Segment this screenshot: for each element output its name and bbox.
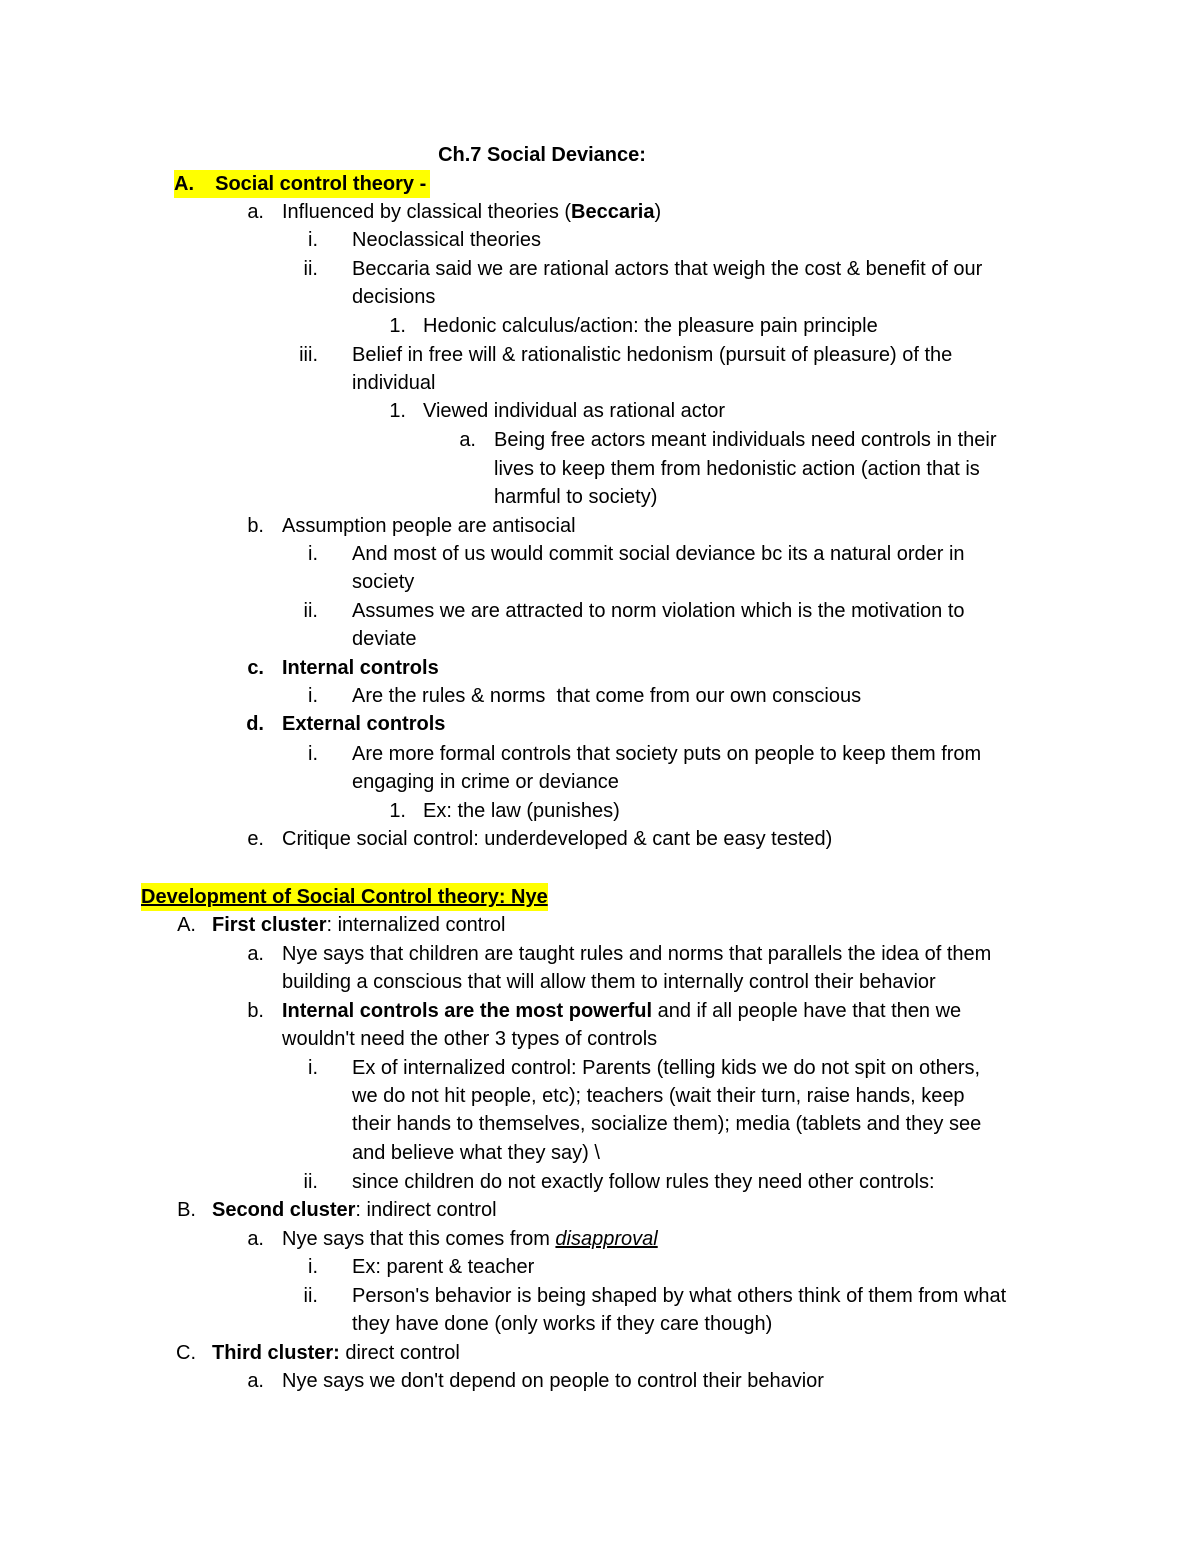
list-marker: 1. [389, 800, 406, 822]
list-text: Nye says we don't depend on people to control their behavior [282, 1370, 824, 1392]
list-marker: a. [247, 943, 264, 965]
list-text: engaging in crime or deviance [352, 771, 619, 793]
list-marker: a. [247, 1370, 264, 1392]
list-text: Assumes we are attracted to norm violation which is the motivation to [352, 600, 965, 622]
list-text: Neoclassical theories [352, 229, 541, 251]
list-text: deviate [352, 628, 417, 650]
list-text: Third cluster: direct control [212, 1342, 460, 1364]
list-text: Hedonic calculus/action: the pleasure pain principle [423, 315, 878, 337]
list-marker: a. [247, 201, 264, 223]
list-marker: e. [247, 828, 264, 850]
list-text: Influenced by classical theories (Beccaria) [282, 201, 662, 223]
section-heading-highlight [174, 170, 430, 198]
list-marker: 1. [389, 400, 406, 422]
list-marker: ii. [303, 1285, 318, 1307]
list-text: Ex: parent & teacher [352, 1256, 535, 1278]
list-marker: A. [174, 173, 194, 195]
list-marker: c. [247, 657, 264, 679]
list-text: we do not hit people, etc); teachers (wait their turn, raise hands, keep [352, 1085, 965, 1107]
section-heading: Social control theory - [215, 173, 427, 195]
emphasized-text: disapproval [555, 1228, 658, 1250]
page-title: Ch.7 Social Deviance: [438, 144, 646, 166]
list-text: their hands to themselves, socialize them); media (tablets and they see [352, 1113, 982, 1135]
list-text: Assumption people are antisocial [282, 515, 576, 537]
list-marker: a. [247, 1228, 264, 1250]
list-text: and believe what they say) \ [352, 1142, 600, 1164]
list-text: Being free actors meant individuals need controls in their [494, 429, 997, 451]
list-text: Ex of internalized control: Parents (telling kids we do not spit on others, [352, 1057, 981, 1079]
bold-text: Beccaria [571, 201, 655, 223]
list-text: they have done (only works if they care though) [352, 1313, 773, 1335]
list-text: External controls [282, 713, 446, 735]
list-text: Nye says that this comes from disapproval [282, 1228, 658, 1250]
list-text: Internal controls [282, 657, 439, 679]
list-text: lives to keep them from hedonistic action (action that is [494, 458, 980, 480]
list-marker: d. [246, 713, 264, 735]
list-marker: i. [308, 229, 318, 251]
list-text: wouldn't need the other 3 types of controls [282, 1028, 658, 1050]
list-text: Person's behavior is being shaped by what others think of them from what [352, 1285, 1007, 1307]
list-text: society [352, 571, 415, 593]
list-text: Belief in free will & rationalistic hedonism (pursuit of pleasure) of the [352, 344, 953, 366]
list-marker: ii. [303, 1171, 318, 1193]
list-marker: a. [459, 429, 476, 451]
list-marker: C. [176, 1342, 196, 1364]
list-marker: b. [247, 1000, 264, 1022]
list-text: since children do not exactly follow rules they need other controls: [352, 1171, 935, 1193]
list-text: individual [352, 372, 436, 394]
list-text: decisions [352, 286, 436, 308]
list-marker: i. [308, 1256, 318, 1278]
list-text: Beccaria said we are rational actors that weigh the cost & benefit of our [352, 258, 983, 280]
list-text: Viewed individual as rational actor [423, 400, 726, 422]
list-marker: i. [308, 743, 318, 765]
list-marker: b. [247, 515, 264, 537]
bold-text: Internal controls are the most powerful [282, 1000, 653, 1022]
list-marker: B. [177, 1199, 196, 1221]
list-text: Second cluster: indirect control [212, 1199, 497, 1221]
list-marker: ii. [303, 258, 318, 280]
list-marker: ii. [303, 600, 318, 622]
list-marker: 1. [389, 315, 406, 337]
bold-text: First cluster [212, 914, 327, 936]
list-text: Ex: the law (punishes) [423, 800, 620, 822]
section-heading: Development of Social Control theory: Nye [141, 883, 548, 911]
list-marker: A. [177, 914, 196, 936]
list-text: building a conscious that will allow them to internally control their behavior [282, 971, 936, 993]
list-marker: i. [308, 1057, 318, 1079]
list-text: harmful to society) [494, 486, 658, 508]
list-text: And most of us would commit social deviance bc its a natural order in [352, 543, 965, 565]
bold-text: Third cluster: [212, 1342, 340, 1364]
bold-text: Second cluster [212, 1199, 356, 1221]
list-text: Internal controls are the most powerful and if all people have that then we [282, 1000, 962, 1022]
list-marker: i. [308, 543, 318, 565]
list-text: Are the rules & norms that come from our own conscious [352, 685, 862, 707]
list-text: Nye says that children are taught rules and norms that parallels the idea of them [282, 943, 992, 965]
list-text: First cluster: internalized control [212, 914, 506, 936]
list-marker: i. [308, 685, 318, 707]
list-text: Are more formal controls that society puts on people to keep them from [352, 743, 982, 765]
list-text: Critique social control: underdeveloped & cant be easy tested) [282, 828, 833, 850]
list-marker: iii. [299, 344, 318, 366]
